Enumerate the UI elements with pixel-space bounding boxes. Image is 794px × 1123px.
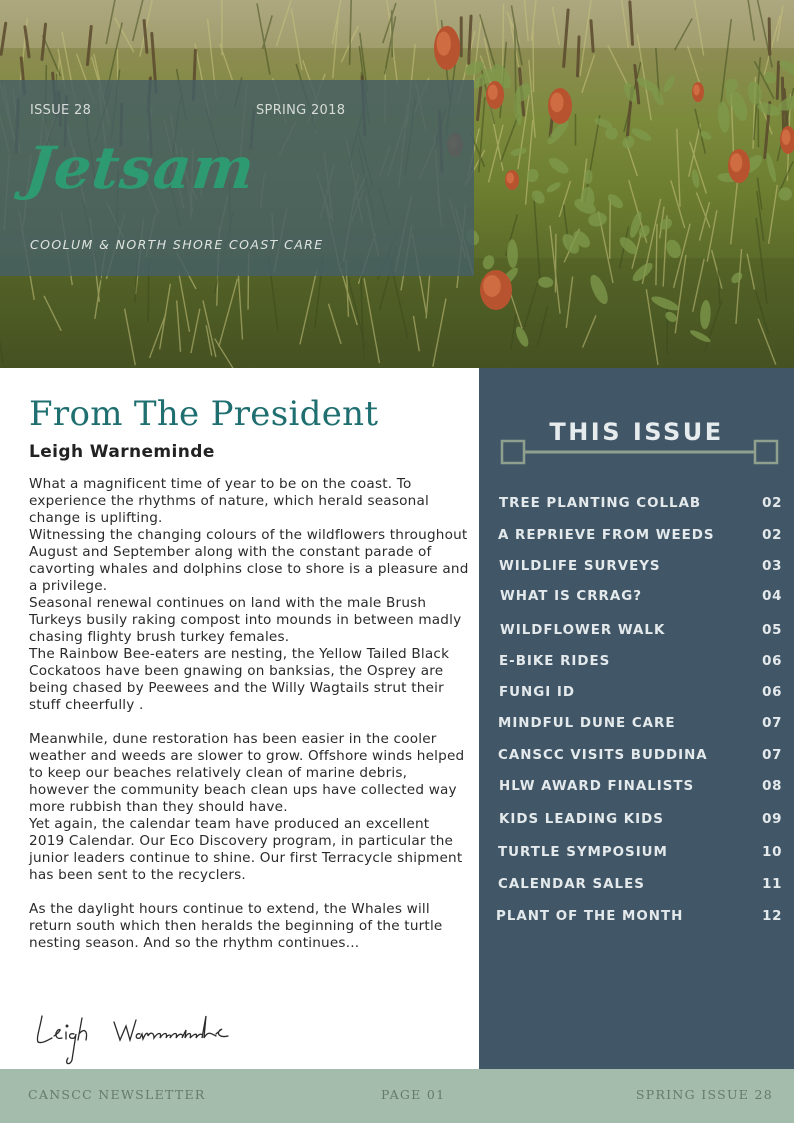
article-paragraph: Witnessing the changing colours of the wildflowers throughout August and September along with the constant parade of cavorting whales and dolphins close to shore is a pleasure and a privilege. <box>29 527 469 594</box>
toc-item-label: TREE PLANTING COLLAB <box>499 496 702 511</box>
toc-item[interactable] <box>479 623 794 643</box>
article-paragraph: What a magnificent time of year to be on the coast. To experience the rhythms of nature, which herald seasonal change is uplifting. <box>29 476 429 526</box>
toc-item-page: 03 <box>762 559 782 574</box>
article-paragraph: Yet again, the calendar team have produced an excellent 2019 Calendar. Our Eco Discovery program, in particular the junior leaders continue to shine. Our first Terracycle shipment has been sent to the recyclers. <box>29 816 463 883</box>
toc-item-page: 02 <box>762 496 782 511</box>
toc-item-page: 06 <box>762 685 782 700</box>
issue-season: SPRING 2018 <box>256 103 346 118</box>
organisation-name: COOLUM & NORTH SHORE COAST CARE <box>30 237 324 252</box>
toc-item[interactable] <box>479 496 794 516</box>
footer-newsletter-name: CANSCC NEWSLETTER <box>28 1087 206 1102</box>
article-author: Leigh Warneminde <box>29 442 215 462</box>
toc-item-label: HLW AWARD FINALISTS <box>499 779 695 794</box>
toc-item-label: WILDFLOWER WALK <box>500 623 666 638</box>
toc-item[interactable] <box>479 779 794 799</box>
toc-item[interactable] <box>479 528 794 548</box>
article-body <box>29 476 469 952</box>
toc-item[interactable] <box>479 589 794 609</box>
this-issue-sidebar <box>479 368 794 1069</box>
article-paragraph: The Rainbow Bee-eaters are nesting, the Yellow Tailed Black Cockatoos have been gnawing on banksias, the Osprey are being chased by Peewees and the Willy Wagtails strut their stuff cheerfully . <box>29 646 450 713</box>
toc-item[interactable] <box>479 654 794 674</box>
toc-item-page: 11 <box>762 877 782 892</box>
newsletter-title: Jetsam <box>22 134 259 202</box>
toc-item-label: MINDFUL DUNE CARE <box>498 716 676 731</box>
footer-page-number: PAGE 01 <box>381 1087 446 1102</box>
toc-item-page: 06 <box>762 654 782 669</box>
toc-item-label: CALENDAR SALES <box>498 877 645 892</box>
toc-item-label: WILDLIFE SURVEYS <box>499 559 661 574</box>
masthead-panel <box>0 80 474 276</box>
article-paragraph: Meanwhile, dune restoration has been easier in the cooler weather and weeds are slower to grow. Offshore winds helped to keep our beaches relatively clean of marine debris, however the community beach clean ups have collected way more rubbish than they should have. <box>29 731 465 815</box>
toc-item-label: KIDS LEADING KIDS <box>499 812 664 827</box>
heading-divider <box>500 439 780 467</box>
sidebar-heading: THIS ISSUE <box>549 418 724 446</box>
toc-item-label: CANSCC VISITS BUDDINA <box>498 748 708 763</box>
toc-item-page: 09 <box>762 812 782 827</box>
cover-photo <box>0 0 794 368</box>
footer-issue: SPRING ISSUE 28 <box>635 1087 773 1102</box>
toc-item-page: 04 <box>762 589 782 604</box>
toc-item-page: 07 <box>762 716 782 731</box>
toc-item-label: PLANT OF THE MONTH <box>496 909 684 924</box>
toc-item[interactable] <box>479 845 794 865</box>
toc-item[interactable] <box>479 685 794 705</box>
toc-item[interactable] <box>479 748 794 768</box>
toc-item-label: FUNGI ID <box>499 685 575 700</box>
toc-item[interactable] <box>479 559 794 579</box>
toc-item-label: TURTLE SYMPOSIUM <box>498 845 668 860</box>
article-paragraph: Seasonal renewal continues on land with the male Brush Turkeys busily raking compost into mounds in between madly chasing flighty brush turkey females. <box>29 595 462 645</box>
toc-item-label: WHAT IS CRRAG? <box>500 589 642 604</box>
article-paragraph: As the daylight hours continue to extend, the Whales will return south which then heralds the beginning of the turtle nesting season. And so the rhythm continues... <box>29 901 443 951</box>
toc-item-page: 10 <box>762 845 782 860</box>
toc-item-page: 02 <box>762 528 782 543</box>
toc-item[interactable] <box>479 909 794 929</box>
toc-item[interactable] <box>479 877 794 897</box>
toc-item-label: A REPRIEVE FROM WEEDS <box>498 528 715 543</box>
toc-item-page: 08 <box>762 779 782 794</box>
toc-item-page: 05 <box>762 623 782 638</box>
handwritten-signature <box>30 1008 270 1074</box>
toc-item[interactable] <box>479 716 794 736</box>
page-footer <box>0 1069 794 1123</box>
article-title: From The President <box>29 394 379 434</box>
toc-item[interactable] <box>479 812 794 832</box>
toc-item-label: E-BIKE RIDES <box>499 654 611 669</box>
president-article <box>29 392 469 952</box>
toc-item-page: 07 <box>762 748 782 763</box>
toc-item-page: 12 <box>762 909 782 924</box>
issue-number: ISSUE 28 <box>30 103 92 118</box>
